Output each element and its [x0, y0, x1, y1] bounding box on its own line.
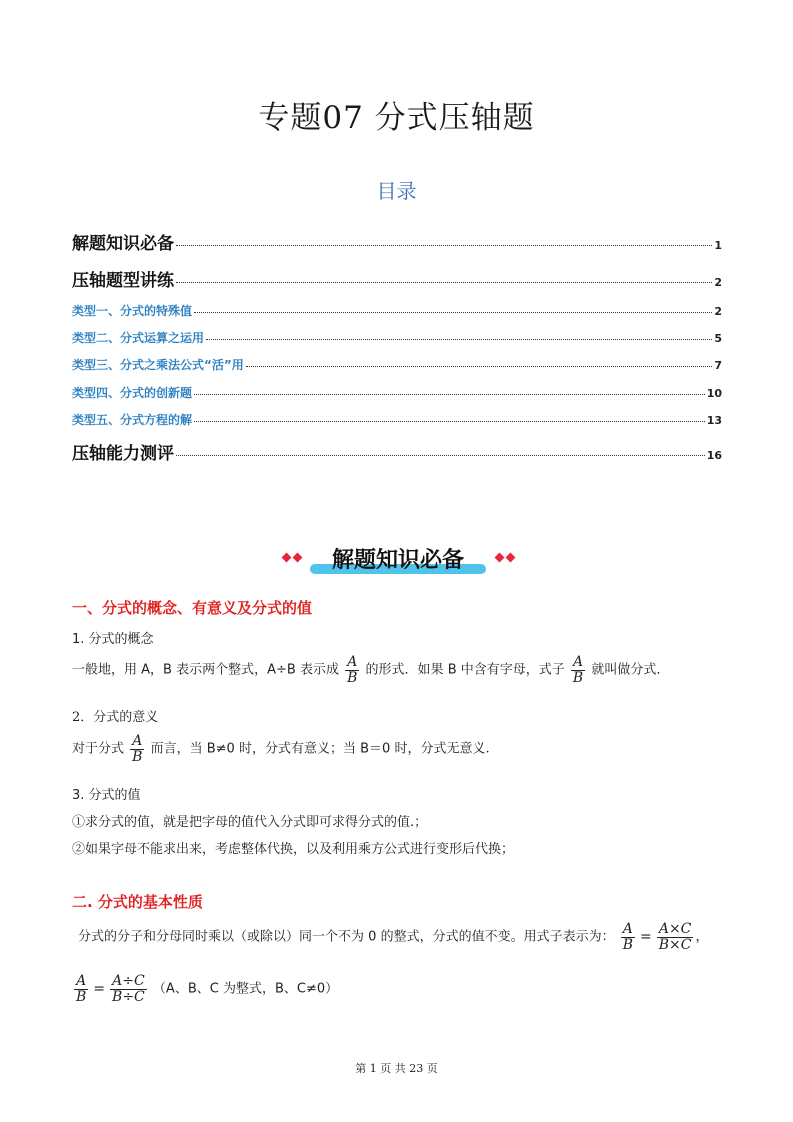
toc-item-type2[interactable] — [72, 329, 722, 346]
page-title: 专题07 分式压轴题 — [258, 100, 535, 136]
text: 而言，当 — [150, 741, 203, 757]
toc-leader-dots — [206, 339, 712, 340]
diamond-icon — [282, 553, 292, 563]
section-banner — [0, 540, 793, 580]
toc-leader-dots — [176, 455, 705, 456]
section2-heading: 二. 分式的基本性质 — [72, 893, 203, 911]
toc-leader-dots — [194, 421, 705, 422]
diamond-icon — [293, 553, 303, 563]
text: 0 — [364, 929, 381, 945]
denominator: B — [132, 748, 143, 765]
text: A、B、C — [165, 981, 223, 997]
toc-item-label: 类型二、分式运算之运用 — [72, 331, 205, 345]
toc-item-type4[interactable] — [72, 384, 722, 401]
toc-page-number: 2 — [714, 276, 722, 289]
denominator: B — [347, 669, 358, 686]
text: 的整式，分式的值不变。用式子表示为： — [380, 929, 615, 945]
toc-item-label: 压轴能力测评 — [72, 444, 174, 464]
toc-heading: 目录 — [376, 179, 417, 203]
toc-item-label: 类型四、分式的创新题 — [72, 386, 193, 400]
fraction-a-over-b — [74, 974, 88, 1004]
toc-item-label: 类型五、分式方程的解 — [72, 413, 193, 427]
sub-heading: 3. 分式的值 — [72, 788, 141, 803]
text: B、C≠0 — [274, 981, 326, 997]
text: B≠0 — [202, 741, 239, 757]
denominator: B — [572, 669, 584, 686]
numerator: A×C — [658, 921, 692, 937]
toc-page-number: 7 — [714, 359, 722, 372]
denominator: B×C — [658, 936, 692, 953]
text: 表示两个整式， — [176, 662, 268, 678]
equals-sign: = — [640, 929, 652, 946]
text: ） — [325, 981, 339, 997]
section2-paragraph1 — [78, 922, 709, 952]
numerator: A — [622, 921, 633, 937]
equals-sign: = — [93, 981, 106, 998]
toc-item-knowledge[interactable] — [72, 229, 722, 254]
text: 对于分式 — [72, 741, 125, 757]
section1-paragraph4: ②如果字母不能求出来，考虑整体代换，以及利用乘方公式进行变形后代换； — [72, 842, 515, 857]
toc-page-number: 16 — [706, 449, 722, 462]
toc-item-label: 解题知识必备 — [72, 234, 174, 254]
toc-page-number: 10 — [706, 387, 722, 400]
section1-paragraph2 — [72, 734, 490, 764]
toc-item-assessment[interactable] — [72, 439, 722, 464]
diamond-icon — [495, 553, 505, 563]
text: 时，分式有意义；当 — [238, 741, 356, 757]
toc-page-number: 2 — [714, 305, 722, 318]
section1-sub3 — [72, 784, 141, 803]
section1-paragraph3: ①求分式的值，就是把字母的值代入分式即可求得分式的值.； — [72, 815, 428, 830]
toc-page-number: 1 — [714, 239, 722, 252]
numerator: A — [132, 733, 143, 749]
section1-sub2 — [72, 706, 158, 725]
section1-paragraph1 — [72, 655, 669, 685]
numerator: A÷C — [112, 973, 145, 989]
toc-item-practice[interactable] — [72, 266, 722, 291]
text: 为整式， — [222, 981, 275, 997]
toc-item-type1[interactable] — [72, 302, 722, 319]
diamond-icon — [506, 553, 516, 563]
text: 中含有字母，式子 — [460, 662, 565, 678]
fraction-a-over-b — [621, 922, 635, 952]
text: B — [443, 662, 461, 678]
toc-item-type3[interactable] — [72, 356, 722, 373]
section1-sub1 — [72, 628, 154, 647]
text: A÷B — [267, 662, 300, 678]
toc-leader-dots — [194, 394, 705, 395]
fraction-a-over-b — [345, 655, 359, 685]
section2-paragraph2 — [72, 974, 338, 1004]
fraction-axc-over-bxc — [657, 922, 694, 952]
numerator: A — [572, 654, 584, 670]
toc-leader-dots — [246, 366, 713, 367]
text: 时，分式无意义. — [394, 741, 490, 757]
banner-title: 解题知识必备 — [331, 548, 464, 573]
sub-heading: 2．分式的意义 — [72, 710, 159, 725]
text: 分式的分子和分母同时乘以（或除以）同一个不为 — [78, 929, 365, 945]
text: （ — [152, 981, 166, 997]
toc-leader-dots — [176, 245, 712, 246]
toc-item-label: 压轴题型讲练 — [72, 271, 174, 291]
fraction-a-over-b — [130, 734, 144, 764]
toc-leader-dots — [176, 282, 712, 283]
text: A，B — [137, 662, 177, 678]
toc-item-type5[interactable] — [72, 411, 722, 428]
toc-item-label: 类型一、分式的特殊值 — [72, 304, 193, 318]
denominator: B — [622, 936, 634, 953]
text: 的形式．如果 — [365, 662, 444, 678]
fraction-a-over-b — [571, 655, 585, 685]
section1-heading: 一、分式的概念、有意义及分式的值 — [72, 599, 313, 617]
denominator: B÷C — [112, 988, 145, 1005]
toc-item-label: 类型三、分式之乘法公式“活”用 — [72, 358, 244, 372]
text: 就叫做分式． — [591, 662, 670, 678]
text: 一般地，用 — [72, 662, 138, 678]
text: B＝0 — [355, 741, 395, 757]
denominator: B — [76, 988, 87, 1005]
sub-heading: 1. 分式的概念 — [72, 632, 154, 647]
comma: ， — [695, 929, 709, 945]
numerator: A — [347, 654, 358, 670]
page-footer: 第 1 页 共 23 页 — [355, 1062, 438, 1075]
toc-page-number: 5 — [714, 332, 722, 345]
numerator: A — [76, 973, 87, 989]
toc-page-number: 13 — [706, 414, 722, 427]
toc-leader-dots — [194, 312, 712, 313]
fraction-adc-over-bdc — [110, 974, 147, 1004]
text: 表示成 — [299, 662, 339, 678]
